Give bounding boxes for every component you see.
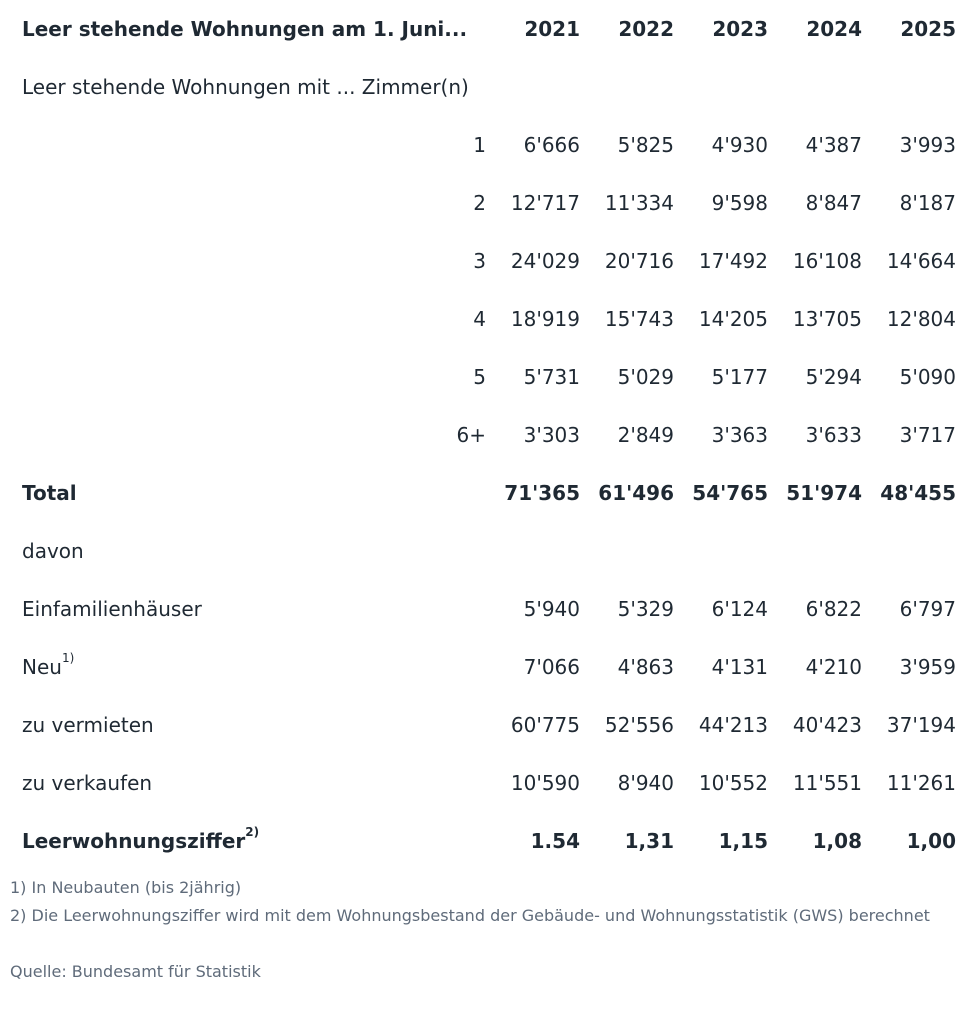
table-cell: 9'598 xyxy=(711,191,768,215)
table-cell: 8'847 xyxy=(805,191,862,215)
room-count: 3 xyxy=(473,249,486,273)
table-cell: 1,08 xyxy=(812,829,862,853)
room-count: 1 xyxy=(473,133,486,157)
year-header: 2025 xyxy=(900,17,956,41)
table-cell: 5'090 xyxy=(899,365,956,389)
table-cell: 10'552 xyxy=(698,771,768,795)
table-cell: 48'455 xyxy=(880,481,956,505)
section-label: Leer stehende Wohnungen mit ... Zimmer(n) xyxy=(22,75,469,99)
table-cell: 11'261 xyxy=(886,771,956,795)
row-label-text: Neu xyxy=(22,655,62,679)
room-count: 2 xyxy=(473,191,486,215)
table-row xyxy=(0,174,961,232)
table-cell: 3'633 xyxy=(805,423,862,447)
table-row xyxy=(0,696,961,754)
table-cell: 17'492 xyxy=(698,249,768,273)
table-cell: 37'194 xyxy=(886,713,956,737)
table-cell: 3'717 xyxy=(899,423,956,447)
table-row xyxy=(0,348,961,406)
table-row xyxy=(0,116,961,174)
table-cell: 12'804 xyxy=(886,307,956,331)
table-row xyxy=(0,290,961,348)
table-cell: 6'124 xyxy=(711,597,768,621)
table-cell: 14'205 xyxy=(698,307,768,331)
table-cell: 16'108 xyxy=(792,249,862,273)
table-cell: 13'705 xyxy=(792,307,862,331)
table-cell: 2'849 xyxy=(617,423,674,447)
table-cell: 5'731 xyxy=(523,365,580,389)
table-cell: 5'029 xyxy=(617,365,674,389)
table-title: Leer stehende Wohnungen am 1. Juni... xyxy=(22,17,468,41)
rate-row xyxy=(0,812,961,870)
table-cell: 6'666 xyxy=(523,133,580,157)
section-label-row xyxy=(0,58,961,116)
footnotes xyxy=(10,874,955,986)
row-label-text: zu verkaufen xyxy=(22,771,153,795)
row-label xyxy=(22,638,492,696)
table-cell: 20'716 xyxy=(604,249,674,273)
davon-label: davon xyxy=(22,539,84,563)
row-label-text: zu vermieten xyxy=(22,713,154,737)
year-header: 2022 xyxy=(618,17,674,41)
total-row xyxy=(0,464,961,522)
source-note: Quelle: Bundesamt für Statistik xyxy=(10,962,261,981)
table-cell: 51'974 xyxy=(786,481,862,505)
table-row xyxy=(0,638,961,696)
row-label xyxy=(22,754,492,812)
table-cell: 1,00 xyxy=(906,829,956,853)
table-cell: 54'765 xyxy=(692,481,768,505)
table-row xyxy=(0,232,961,290)
table-cell: 3'959 xyxy=(899,655,956,679)
table-cell: 11'551 xyxy=(792,771,862,795)
footnote-ref: 2) xyxy=(245,825,260,840)
table-cell: 15'743 xyxy=(604,307,674,331)
table-cell: 60'775 xyxy=(510,713,580,737)
table-cell: 8'187 xyxy=(899,191,956,215)
room-count: 5 xyxy=(473,365,486,389)
table-cell: 5'177 xyxy=(711,365,768,389)
total-label: Total xyxy=(22,481,77,505)
table-row xyxy=(0,580,961,638)
table-cell: 4'863 xyxy=(617,655,674,679)
room-count: 4 xyxy=(473,307,486,331)
room-count: 6+ xyxy=(456,423,486,447)
rate-label-text: Leerwohnungsziffer xyxy=(22,829,246,853)
table-cell: 24'029 xyxy=(510,249,580,273)
table-cell: 5'940 xyxy=(523,597,580,621)
table-cell: 3'363 xyxy=(711,423,768,447)
table-cell: 1,31 xyxy=(624,829,674,853)
table-row xyxy=(0,754,961,812)
table-cell: 4'930 xyxy=(711,133,768,157)
table-cell: 5'294 xyxy=(805,365,862,389)
table-cell: 14'664 xyxy=(886,249,956,273)
year-header: 2023 xyxy=(712,17,768,41)
table-cell: 6'797 xyxy=(899,597,956,621)
table-header-row xyxy=(0,0,961,58)
row-label-text: Einfamilienhäuser xyxy=(22,597,202,621)
table-cell: 5'329 xyxy=(617,597,674,621)
rate-label xyxy=(22,812,492,870)
footnote-1: 1) In Neubauten (bis 2jährig) xyxy=(10,878,242,897)
table-cell: 4'131 xyxy=(711,655,768,679)
year-header: 2024 xyxy=(806,17,862,41)
table-cell: 3'303 xyxy=(523,423,580,447)
table-cell: 71'365 xyxy=(504,481,580,505)
table-cell: 1,15 xyxy=(718,829,768,853)
table-cell: 11'334 xyxy=(604,191,674,215)
table-cell: 8'940 xyxy=(617,771,674,795)
footnote-2: 2) Die Leerwohnungsziffer wird mit dem Wohnungsbestand der Gebäude- und Wohnungsstatistik (GWS) berechnet xyxy=(10,906,930,925)
table-cell: 18'919 xyxy=(510,307,580,331)
table-cell: 44'213 xyxy=(698,713,768,737)
table-cell: 4'210 xyxy=(805,655,862,679)
table-cell: 61'496 xyxy=(598,481,674,505)
row-label xyxy=(22,580,492,638)
table-cell: 1.54 xyxy=(530,829,580,853)
table-cell: 52'556 xyxy=(604,713,674,737)
table-cell: 10'590 xyxy=(510,771,580,795)
table-cell: 5'825 xyxy=(617,133,674,157)
row-label xyxy=(22,696,492,754)
footnote-ref: 1) xyxy=(61,651,75,666)
table-cell: 3'993 xyxy=(899,133,956,157)
davon-row xyxy=(0,522,961,580)
table-cell: 12'717 xyxy=(510,191,580,215)
table-cell: 40'423 xyxy=(792,713,862,737)
table-row xyxy=(0,406,961,464)
table-cell: 4'387 xyxy=(805,133,862,157)
year-header: 2021 xyxy=(524,17,580,41)
table-cell: 7'066 xyxy=(523,655,580,679)
table-cell: 6'822 xyxy=(805,597,862,621)
